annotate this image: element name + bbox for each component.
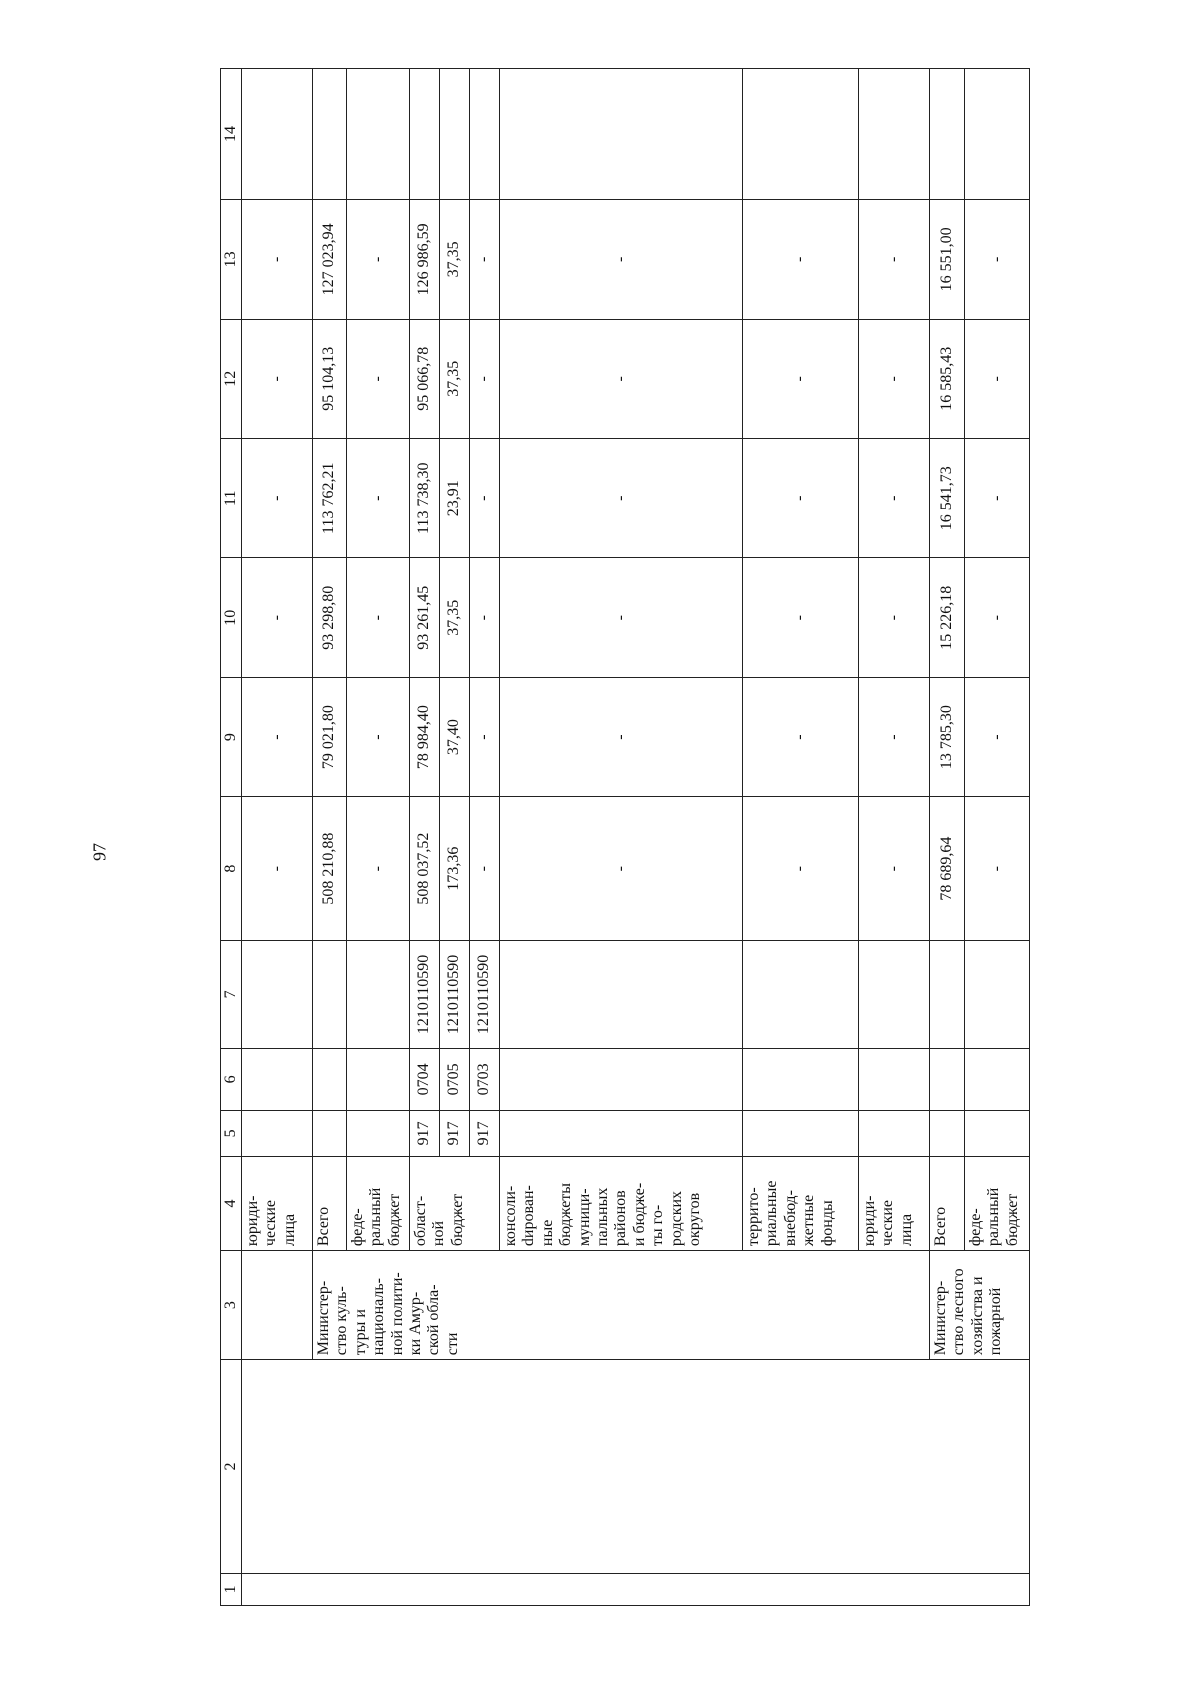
- cell-year-3: -: [965, 439, 1030, 558]
- cell-year-3: -: [470, 439, 500, 558]
- cell-year-1: -: [242, 677, 313, 796]
- header-col-10: 10: [221, 558, 242, 677]
- cell-code-7: [930, 940, 965, 1048]
- header-col-5: 5: [221, 1110, 242, 1156]
- row-legal-entities-prev: [242, 69, 313, 1606]
- cell-year-2: 37,35: [440, 558, 470, 677]
- cell-c5: [242, 1110, 313, 1156]
- cell-year-3: -: [859, 439, 930, 558]
- cell-code-7: [313, 940, 347, 1048]
- cell-col14: [930, 69, 965, 200]
- col3-prev-blank: [242, 1251, 313, 1360]
- funding-source-label: област- ной бюджет: [410, 1156, 500, 1250]
- cell-total: -: [965, 797, 1030, 941]
- cell-section-code: 0704: [410, 1048, 440, 1110]
- cell-year-2: -: [242, 558, 313, 677]
- cell-year-2: 93 261,45: [410, 558, 440, 677]
- cell-code-6: [859, 1048, 930, 1110]
- cell-code-7: [500, 940, 743, 1048]
- cell-year-2: -: [965, 558, 1030, 677]
- cell-year-5: -: [859, 200, 930, 319]
- cell-admin-code: 917: [470, 1110, 500, 1156]
- rotated-table-container: [220, 68, 1045, 1606]
- cell-year-1: -: [470, 677, 500, 796]
- cell-code-6: [930, 1048, 965, 1110]
- cell-year-5: -: [470, 200, 500, 319]
- cell-admin-code: 917: [410, 1110, 440, 1156]
- cell-code-7: [965, 940, 1030, 1048]
- cell-year-1: 78 984,40: [410, 677, 440, 796]
- cell-year-4: 37,35: [440, 319, 470, 438]
- cell-year-1: -: [347, 677, 410, 796]
- header-col-7: 7: [221, 940, 242, 1048]
- funding-source-label: феде- ральный бюджет: [347, 1156, 410, 1250]
- cell-year-3: -: [347, 439, 410, 558]
- cell-year-4: -: [500, 319, 743, 438]
- cell-section-code: 0703: [470, 1048, 500, 1110]
- col2-blank: [242, 1360, 1030, 1574]
- cell-code-5: [965, 1110, 1030, 1156]
- header-col-3: 3: [221, 1251, 242, 1360]
- cell-year-3: 113 762,21: [313, 439, 347, 558]
- cell-year-5: 127 023,94: [313, 200, 347, 319]
- ministry-name: Министер- ство куль- туры и националь- ной полити- ки Амур- ской обла- сти: [313, 1251, 930, 1360]
- cell-year-1: 13 785,30: [930, 677, 965, 796]
- cell-col14: [440, 69, 470, 200]
- cell-col14: [242, 69, 313, 200]
- header-col-8: 8: [221, 797, 242, 941]
- funding-source-label: консоли- dирован- ные бюджеты муници- пальных районов и бюдже- ты го- родских округов: [500, 1156, 743, 1250]
- cell-year-5: 16 551,00: [930, 200, 965, 319]
- cell-year-5: 126 986,59: [410, 200, 440, 319]
- cell-year-4: 16 585,43: [930, 319, 965, 438]
- cell-col14: [859, 69, 930, 200]
- cell-year-3: 113 738,30: [410, 439, 440, 558]
- cell-year-3: 16 541,73: [930, 439, 965, 558]
- funding-source-label: юриди- ческие лица: [859, 1156, 930, 1250]
- header-col-14: 14: [221, 69, 242, 200]
- cell-year-1: 37,40: [440, 677, 470, 796]
- cell-year-3: -: [242, 439, 313, 558]
- cell-total: -: [347, 797, 410, 941]
- cell-section-code: 0705: [440, 1048, 470, 1110]
- cell-year-4: -: [859, 319, 930, 438]
- cell-year-1: -: [965, 677, 1030, 796]
- cell-year-2: 93 298,80: [313, 558, 347, 677]
- header-col-6: 6: [221, 1048, 242, 1110]
- cell-code-7: [743, 940, 859, 1048]
- header-row: [221, 69, 242, 1606]
- cell-year-3: 23,91: [440, 439, 470, 558]
- cell-year-1: -: [743, 677, 859, 796]
- cell-year-5: -: [965, 200, 1030, 319]
- cell-year-5: 37,35: [440, 200, 470, 319]
- cell-code-6: [313, 1048, 347, 1110]
- cell-total: -: [743, 797, 859, 941]
- cell-year-5: -: [347, 200, 410, 319]
- ministry-name-b: Министер- ство лесного хозяйства и пожарной: [930, 1251, 1030, 1360]
- cell-year-1: -: [859, 677, 930, 796]
- cell-year-2: -: [347, 558, 410, 677]
- cell-col14: [313, 69, 347, 200]
- cell-year-5: -: [743, 200, 859, 319]
- cell-total: 78 689,64: [930, 797, 965, 941]
- cell-year-2: 15 226,18: [930, 558, 965, 677]
- cell-year-3: -: [743, 439, 859, 558]
- funding-source-label: террито- риальные внебюд- жетные фонды: [743, 1156, 859, 1250]
- cell-year-4: -: [470, 319, 500, 438]
- cell-code-6: [500, 1048, 743, 1110]
- cell-year-4: -: [965, 319, 1030, 438]
- cell-col14: [347, 69, 410, 200]
- budget-table: [220, 68, 1030, 1606]
- cell-year-1: -: [500, 677, 743, 796]
- col1-blank: [242, 1573, 1030, 1605]
- cell-total: 173,36: [440, 797, 470, 941]
- funding-source-label: Всего: [313, 1156, 347, 1250]
- header-col-12: 12: [221, 319, 242, 438]
- cell-year-2: -: [859, 558, 930, 677]
- cell-col14: [410, 69, 440, 200]
- cell-code-5: [313, 1110, 347, 1156]
- cell-code-5: [500, 1110, 743, 1156]
- header-col-13: 13: [221, 200, 242, 319]
- header-col-2: 2: [221, 1360, 242, 1574]
- cell-total: -: [500, 797, 743, 941]
- cell-c7: [242, 940, 313, 1048]
- cell-total: 508 037,52: [410, 797, 440, 941]
- cell-year-5: -: [500, 200, 743, 319]
- cell-col14: [743, 69, 859, 200]
- funding-source-label: феде- ральный бюджет: [965, 1156, 1030, 1250]
- header-col-9: 9: [221, 677, 242, 796]
- cell-year-1: 79 021,80: [313, 677, 347, 796]
- cell-target-code: 1210110590: [440, 940, 470, 1048]
- cell-c6: [242, 1048, 313, 1110]
- cell-code-7: [859, 940, 930, 1048]
- cell-code-7: [347, 940, 410, 1048]
- cell-target-code: 1210110590: [410, 940, 440, 1048]
- cell-target-code: 1210110590: [470, 940, 500, 1048]
- cell-code-5: [930, 1110, 965, 1156]
- cell-total: -: [859, 797, 930, 941]
- cell-col14: [470, 69, 500, 200]
- cell-year-2: -: [470, 558, 500, 677]
- cell-code-5: [347, 1110, 410, 1156]
- cell-admin-code: 917: [440, 1110, 470, 1156]
- cell-year-4: -: [242, 319, 313, 438]
- cell-total: -: [470, 797, 500, 941]
- funding-source-label: Всего: [930, 1156, 965, 1250]
- cell-year-2: -: [743, 558, 859, 677]
- header-col-4: 4: [221, 1156, 242, 1250]
- header-col-1: 1: [221, 1573, 242, 1605]
- cell-code-6: [347, 1048, 410, 1110]
- cell-total: -: [242, 797, 313, 941]
- cell-year-5: -: [242, 200, 313, 319]
- cell-year-4: 95 066,78: [410, 319, 440, 438]
- cell-year-4: 95 104,13: [313, 319, 347, 438]
- funding-source-label: юриди- ческие лица: [242, 1156, 313, 1250]
- cell-col14: [500, 69, 743, 200]
- cell-code-6: [743, 1048, 859, 1110]
- cell-col14: [965, 69, 1030, 200]
- header-col-11: 11: [221, 439, 242, 558]
- page-number: 97: [89, 843, 110, 861]
- cell-year-3: -: [500, 439, 743, 558]
- cell-year-2: -: [500, 558, 743, 677]
- cell-code-5: [743, 1110, 859, 1156]
- cell-total: 508 210,88: [313, 797, 347, 941]
- cell-code-5: [859, 1110, 930, 1156]
- cell-code-6: [965, 1048, 1030, 1110]
- cell-year-4: -: [743, 319, 859, 438]
- cell-year-4: -: [347, 319, 410, 438]
